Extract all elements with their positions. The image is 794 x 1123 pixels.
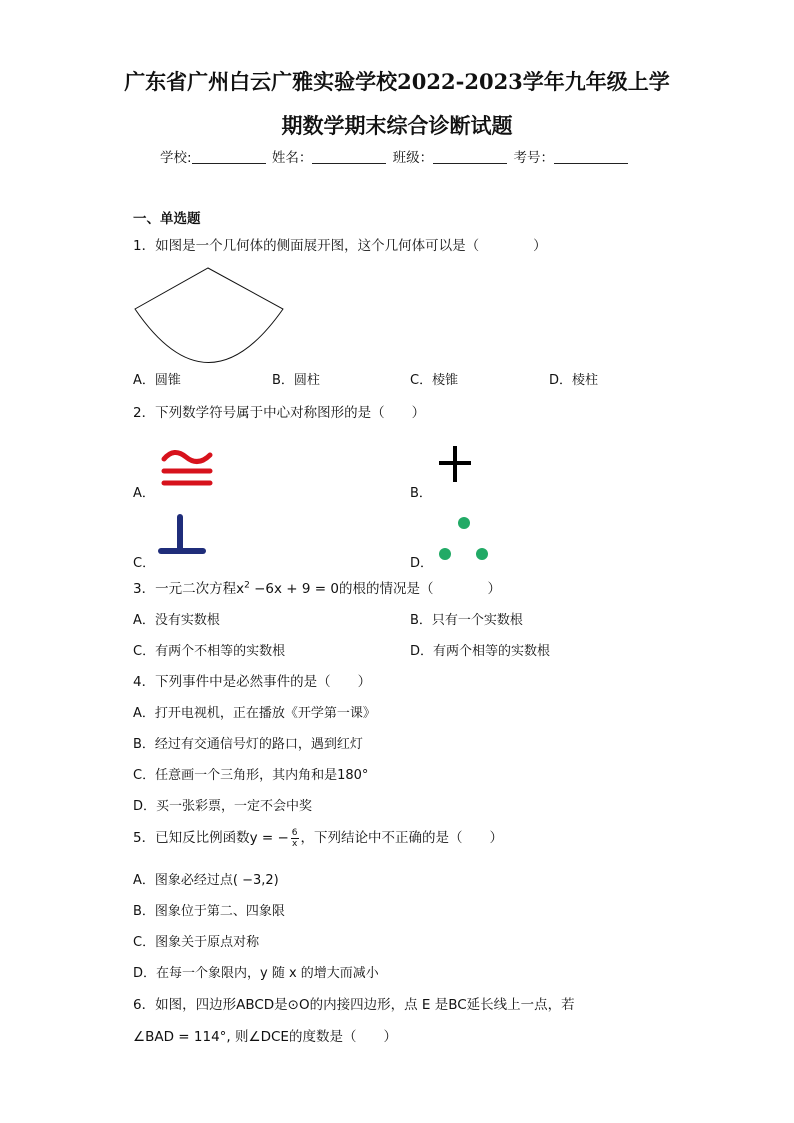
- class-blank[interactable]: [433, 149, 507, 164]
- therefore-symbol-icon: [436, 514, 490, 562]
- sector-figure: [133, 266, 285, 362]
- q1-option-b[interactable]: B．圆柱: [272, 373, 320, 388]
- q3-stem-prefix: 3．一元二次方程x: [133, 581, 245, 597]
- q4-option-b[interactable]: B．经过有交通信号灯的路口，遇到红灯: [133, 737, 363, 752]
- q5-option-d[interactable]: D．在每一个象限内，y 随 x 的增大而减小: [133, 966, 379, 981]
- q3-option-d[interactable]: D．有两个相等的实数根: [410, 644, 551, 659]
- q2-label-a[interactable]: A．: [133, 486, 155, 501]
- q3-option-c[interactable]: C．有两个不相等的实数根: [133, 644, 286, 659]
- section-heading: 一、单选题: [133, 211, 201, 227]
- school-label: 学校:: [160, 150, 192, 166]
- q3-stem: [133, 577, 501, 597]
- q6-stem-line-1: 6．如图，四边形ABCD是⊙O的内接四边形，点 E 是BC延长线上一点，若: [133, 997, 575, 1013]
- q3-option-a[interactable]: A．没有实数根: [133, 613, 220, 628]
- q5-stem-suffix: ，下列结论中不正确的是（ ）: [300, 830, 504, 846]
- q2-label-d[interactable]: D．: [410, 556, 434, 571]
- q2-label-c[interactable]: C．: [133, 556, 156, 571]
- exam-no-blank[interactable]: [554, 149, 628, 164]
- q3-stem-suffix: −6x + 9 = 0的根的情况是（ ）: [249, 581, 501, 597]
- q5-fraction: [291, 828, 299, 849]
- q5-stem: [133, 826, 503, 849]
- q1-option-d[interactable]: D．棱柱: [549, 373, 599, 388]
- name-label: 姓名：: [271, 150, 313, 166]
- title-line-2: 期数学期末综合诊断试题: [281, 113, 513, 138]
- q4-option-d[interactable]: D．买一张彩票，一定不会中奖: [133, 799, 313, 814]
- school-blank[interactable]: [192, 149, 266, 164]
- q4-stem: 4．下列事件中是必然事件的是（ ）: [133, 674, 372, 690]
- q2-label-b[interactable]: B．: [410, 486, 432, 501]
- q5-option-b[interactable]: B．图象位于第二、四象限: [133, 904, 285, 919]
- q5-fraction-numerator: 6: [291, 827, 298, 838]
- exam-no-label: 考号：: [513, 150, 554, 166]
- q3-exponent: 2: [244, 580, 250, 591]
- q1-option-c[interactable]: C．棱锥: [410, 373, 459, 388]
- q1-option-a[interactable]: A．圆锥: [133, 373, 181, 388]
- class-label: 班级：: [392, 150, 434, 166]
- q3-option-b[interactable]: B．只有一个实数根: [410, 613, 523, 628]
- q2-stem: 2．下列数学符号属于中心对称图形的是（ ）: [133, 405, 426, 421]
- q5-fraction-denominator: x: [292, 838, 298, 849]
- q1-stem: 1．如图是一个几何体的侧面展开图，这个几何体可以是（ ）: [133, 238, 547, 254]
- perpendicular-symbol-icon: [158, 514, 206, 556]
- q5-stem-prefix: 5．已知反比例函数y = −: [133, 830, 289, 846]
- q5-option-a[interactable]: A．图象必经过点( −3,2): [133, 873, 279, 888]
- q4-option-a[interactable]: A．打开电视机，正在播放《开学第一课》: [133, 706, 376, 721]
- name-blank[interactable]: [312, 149, 386, 164]
- q5-option-c[interactable]: C．图象关于原点对称: [133, 935, 260, 950]
- q6-stem-line-2: ∠BAD = 114°, 则∠DCE的度数是（ ）: [133, 1029, 397, 1045]
- q4-option-c[interactable]: C．任意画一个三角形，其内角和是180°: [133, 768, 369, 783]
- plus-symbol-icon: [437, 444, 473, 484]
- title-line-1: 广东省广州白云广雅实验学校2022-2023学年九年级上学: [124, 69, 670, 94]
- congruent-symbol-icon: [160, 445, 214, 489]
- student-info-row: [160, 146, 630, 166]
